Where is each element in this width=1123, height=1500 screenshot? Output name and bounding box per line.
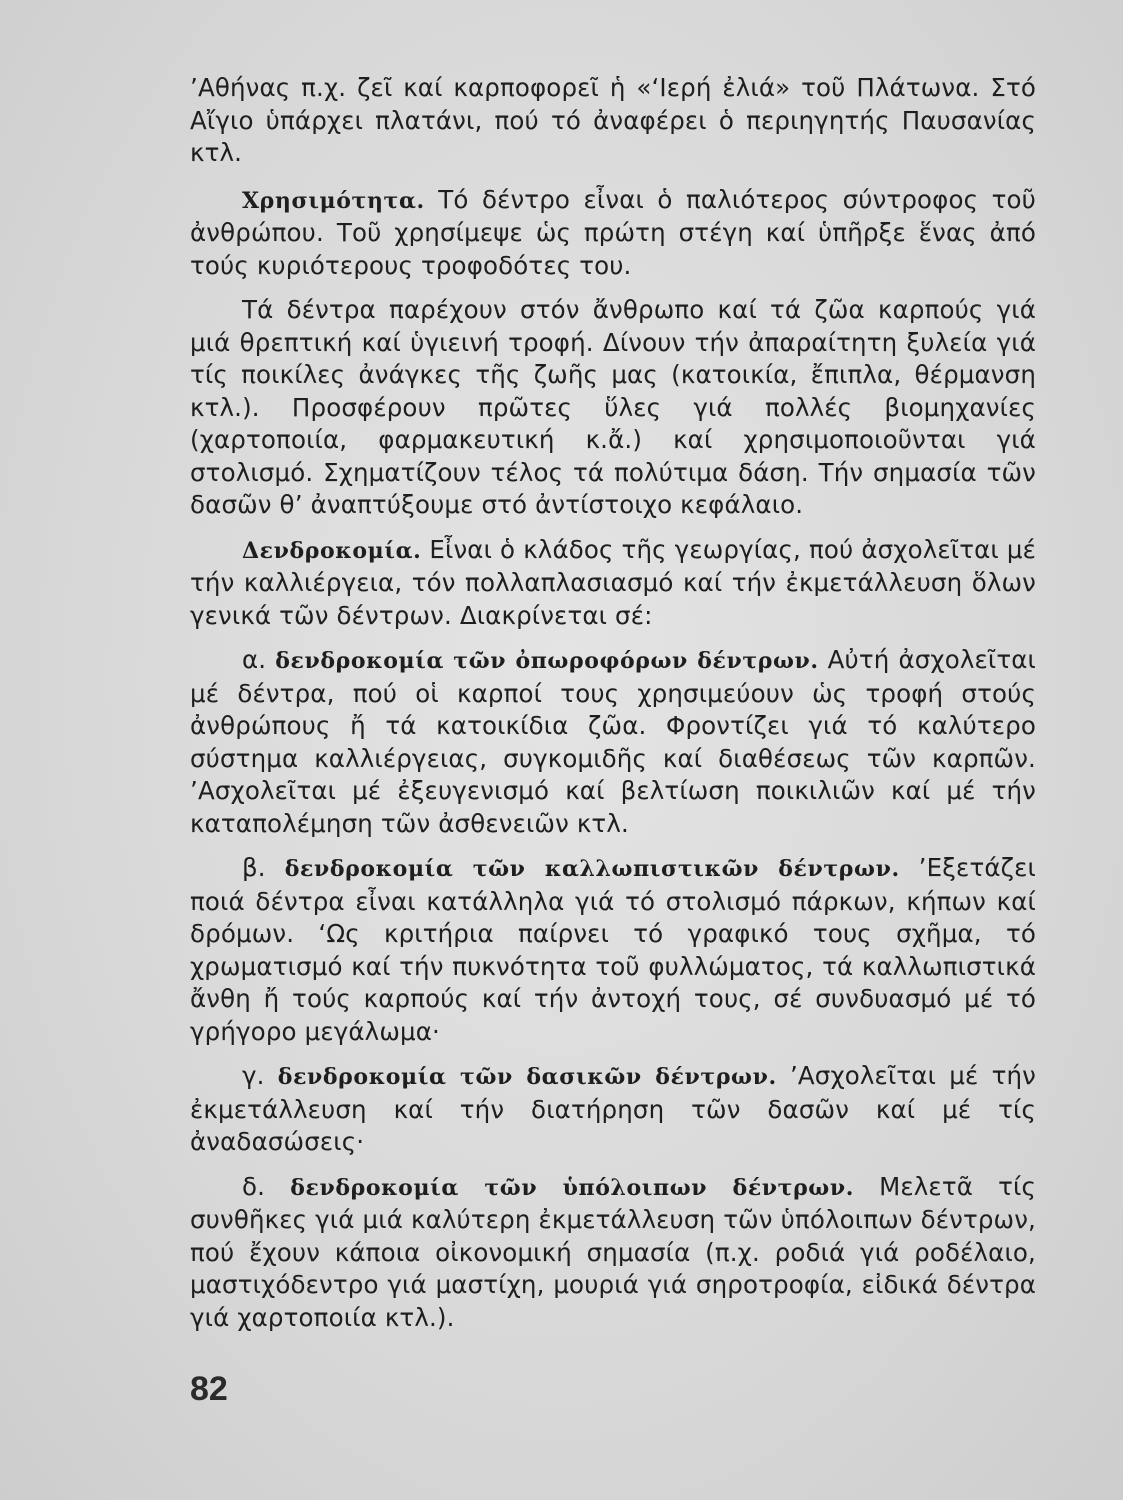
paragraph-heading: δενδροκομία τῶν καλλωπιστικῶν δέντρων. xyxy=(284,856,900,882)
paragraph-text: Αὐτή ἀσχολεῖται μέ δέντρα, πού οἱ καρποί τους χρησιμεύουν ὡς τροφή στούς ἀνθρώπους ἤ τά κατοικίδια ζῶα. Φροντίζει γιά τό καλύτερο σύστημα καλλιέργειας, συγκομιδῆς καί διαθέσεως τῶν καρπῶν. ’Ασχολεῖται μέ ἐξευγενισμό καί βελτίωση ποικιλιῶν καί μέ τήν καταπολέμηση τῶν ἀσθενειῶν κτλ. xyxy=(190,645,1036,838)
paragraph-text: Τά δέντρα παρέχουν στόν ἄνθρωπο καί τά ζῶα καρπούς γιά μιά θρεπτική καί ὑγιεινή τροφή. Δίνουν τήν ἀπαραίτητη ξυλεία γιά τίς ποικίλες ἀνάγκες τῆς ζωῆς μας (κατοικία, ἔπιπλα, θέρμανση κτλ.). Προσφέρουν πρῶτες ὕλες γιά πολλές βιομηχανίες (χαρτοποιία, φαρμακευτική κ.ἄ.) καί χρησιμοποιοῦνται γιά στολισμό. Σχηματίζουν τέλος τά πολύτιμα δάση. Τήν σημασία τῶν δασῶν θ’ ἀναπτύξουμε στό ἀντίστοιχο κεφάλαιο. xyxy=(190,295,1036,519)
paragraph-item-c xyxy=(190,1060,1036,1159)
item-prefix: δ. xyxy=(242,1171,291,1201)
paragraph-item-a xyxy=(190,644,1036,840)
paragraph-heading: Δενδροκομία. xyxy=(242,537,422,564)
paragraph-arboriculture xyxy=(190,534,1036,633)
paragraph-text: ’Αθήνας π.χ. ζεῖ καί καρποφορεῖ ἡ «‘Ιερή ἐλιά» τοῦ Πλάτωνα. Στό Αἴγιο ὑπάρχει πλατάνι, πού τό ἀναφέρει ὁ περιηγητής Παυσανίας κτλ. xyxy=(190,73,1036,167)
paragraph-item-d xyxy=(190,1171,1036,1335)
paragraph-heading: δενδροκομία τῶν δασικῶν δέντρων. xyxy=(277,1064,777,1090)
paragraph-text: ’Ασχολεῖται μέ τήν ἐκμετάλλευση καί τήν διατήρηση τῶν δασῶν καί μέ τίς ἀναδασώσεις· xyxy=(190,1061,1036,1156)
paragraph-text: Μελετᾶ τίς συνθῆκες γιά μιά καλύτερη ἐκμετάλλευση τῶν ὑπόλοιπων δέντρων, πού ἔχουν κάποια οἰκονομική σημασία (π.χ. ροδιά γιά ροδέλαιο, μαστιχόδεντρο γιά μαστίχη, μουριά γιά σηροτροφία, εἰδικά δέντρα γιά χαρτοποιία κτλ.). xyxy=(190,1171,1037,1332)
paragraph-benefits xyxy=(190,294,1036,522)
paragraph-heading: δενδροκομία τῶν ὀπωροφόρων δέντρων. xyxy=(275,648,819,674)
paragraph-heading: Χρησιμότητα. xyxy=(242,187,425,214)
page-number: 82 xyxy=(190,1370,228,1408)
item-prefix: β. xyxy=(242,853,285,882)
paragraph-text: Εἶναι ὁ κλάδος τῆς γεωργίας, πού ἀσχολεῖται μέ τήν καλλιέργεια, τόν πολλαπλασιασμό καί τήν ἐκμετάλλευση ὅλων γενικά τῶν δέντρων. Διακρίνεται σέ: xyxy=(190,534,1036,630)
paragraph-text: Τό δέντρο εἶναι ὁ παλιότερος σύντροφος τοῦ ἀνθρώπου. Τοῦ χρησίμεψε ὡς πρώτη στέγη καί ὑπῆρξε ἕνας ἀπό τούς κυριότερους τροφοδότες του. xyxy=(190,184,1036,280)
paragraph-heading: δενδροκομία τῶν ὑπόλοιπων δέντρων. xyxy=(290,1174,854,1201)
paragraph-text: ’Εξετάζει ποιά δέντρα εἶναι κατάλληλα γιά τό στολισμό πάρκων, κήπων καί δρόμων. ‘Ως κριτήρια παίρνει τό γραφικό τους σχῆμα, τό χρωματισμό καί τήν πυκνότητα τοῦ φυλλώματος, τά καλλωπιστικά ἄνθη ἤ τούς καρπούς καί τήν ἀντοχή τους, σέ συνδυασμό μέ τό γρήγορο μεγάλωμα· xyxy=(190,853,1036,1046)
item-prefix: γ. xyxy=(242,1061,278,1090)
paragraph-usefulness xyxy=(190,184,1036,283)
body-text xyxy=(190,72,1036,1334)
paragraph-intro xyxy=(190,72,1036,170)
paragraph-item-b xyxy=(190,852,1036,1048)
item-prefix: α. xyxy=(242,645,276,674)
